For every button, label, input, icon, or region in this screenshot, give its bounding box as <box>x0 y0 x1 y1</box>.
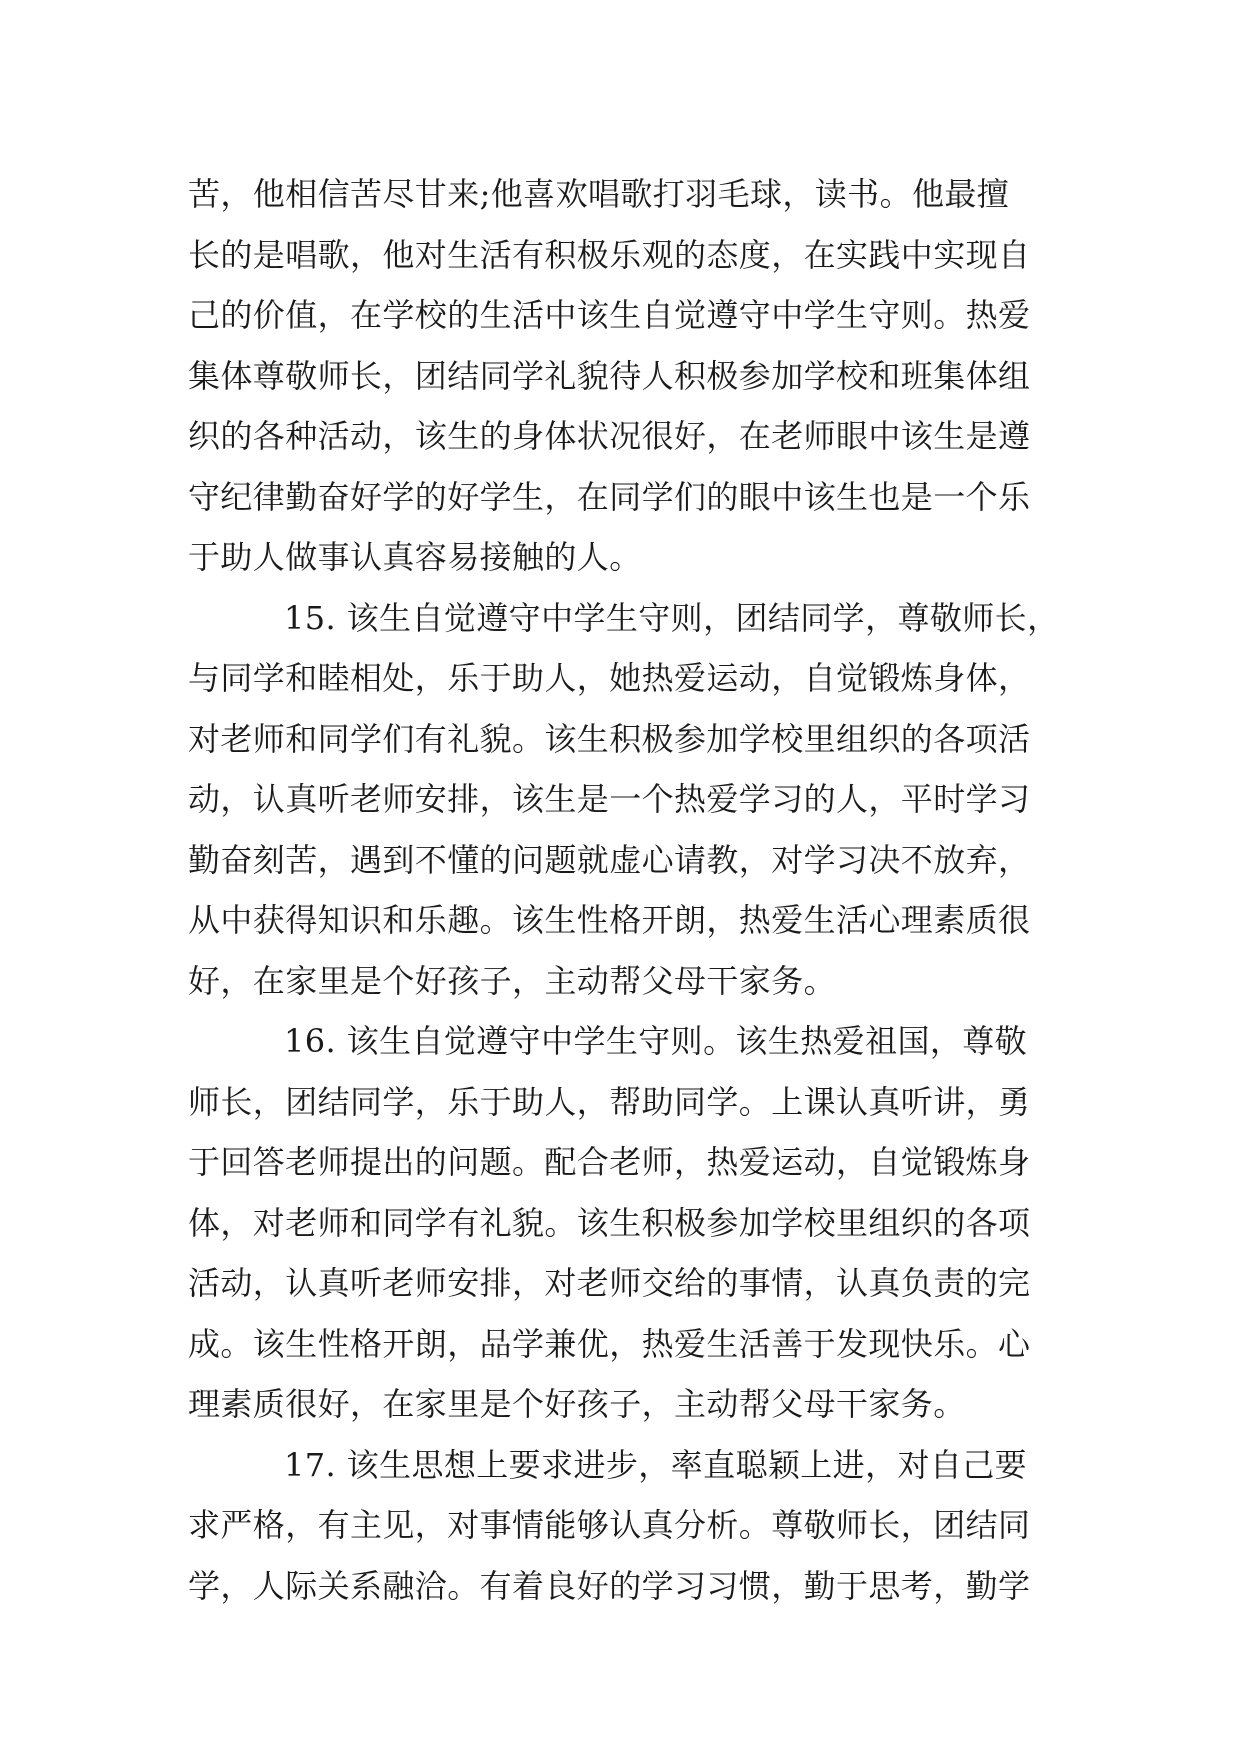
text-line: 动，认真听老师安排，该生是一个热爱学习的人，平时学习 <box>188 780 1031 818</box>
text-line: 求严格，有主见，对事情能够认真分析。尊敬师长，团结同 <box>188 1506 1031 1544</box>
text-line: 织的各种活动，该生的身体状况很好，在老师眼中该生是遵 <box>188 417 1031 455</box>
text-line: 集体尊敬师长，团结同学礼貌待人积极参加学校和班集体组 <box>188 356 1031 395</box>
paragraph-start-line: 17. 该生思想上要求进步，率直聪颖上进，对自己要 <box>284 1445 1028 1484</box>
text-line: 于助人做事认真容易接触的人。 <box>188 538 642 576</box>
text-line: 于回答老师提出的问题。配合老师，热爱运动，自觉锻炼身 <box>188 1143 1031 1181</box>
text-line: 对老师和同学们有礼貌。该生积极参加学校里组织的各项活 <box>188 719 1031 758</box>
paragraph-start-line: 15. 该生自觉遵守中学生守则，团结同学，尊敬师长， <box>284 598 1060 637</box>
text-line: 从中获得知识和乐趣。该生性格开朗，热爱生活心理素质很 <box>188 901 1031 939</box>
text-line: 守纪律勤奋好学的好学生，在同学们的眼中该生也是一个乐 <box>188 477 1031 516</box>
text-line: 师长，团结同学，乐于助人，帮助同学。上课认真听讲，勇 <box>188 1082 1031 1121</box>
text-line: 勤奋刻苦，遇到不懂的问题就虚心请教，对学习决不放弃， <box>188 840 1031 879</box>
text-line: 成。该生性格开朗，品学兼优，热爱生活善于发现快乐。心 <box>188 1324 1031 1363</box>
text-line: 体，对老师和同学有礼貌。该生积极参加学校里组织的各项 <box>188 1203 1031 1242</box>
text-line: 学，人际关系融洽。有着良好的学习习惯，勤于思考，勤学 <box>188 1566 1031 1605</box>
text-line: 苦，他相信苦尽甘来;他喜欢唱歌打羽毛球，读书。他最擅 <box>188 175 1010 213</box>
paragraph-start-line: 16. 该生自觉遵守中学生守则。该生热爱祖国，尊敬 <box>284 1022 1028 1060</box>
text-line: 与同学和睦相处，乐于助人，她热爱运动，自觉锻炼身体， <box>188 659 1031 697</box>
text-line: 己的价值，在学校的生活中该生自觉遵守中学生守则。热爱 <box>188 296 1031 334</box>
text-line: 好，在家里是个好孩子，主动帮父母干家务。 <box>188 961 837 1000</box>
document-body <box>188 164 1068 1616</box>
text-line: 活动，认真听老师安排，对老师交给的事情，认真负责的完 <box>188 1264 1031 1302</box>
text-line: 长的是唱歌，他对生活有积极乐观的态度，在实践中实现自 <box>188 235 1031 274</box>
text-line: 理素质很好，在家里是个好孩子，主动帮父母干家务。 <box>188 1385 966 1423</box>
